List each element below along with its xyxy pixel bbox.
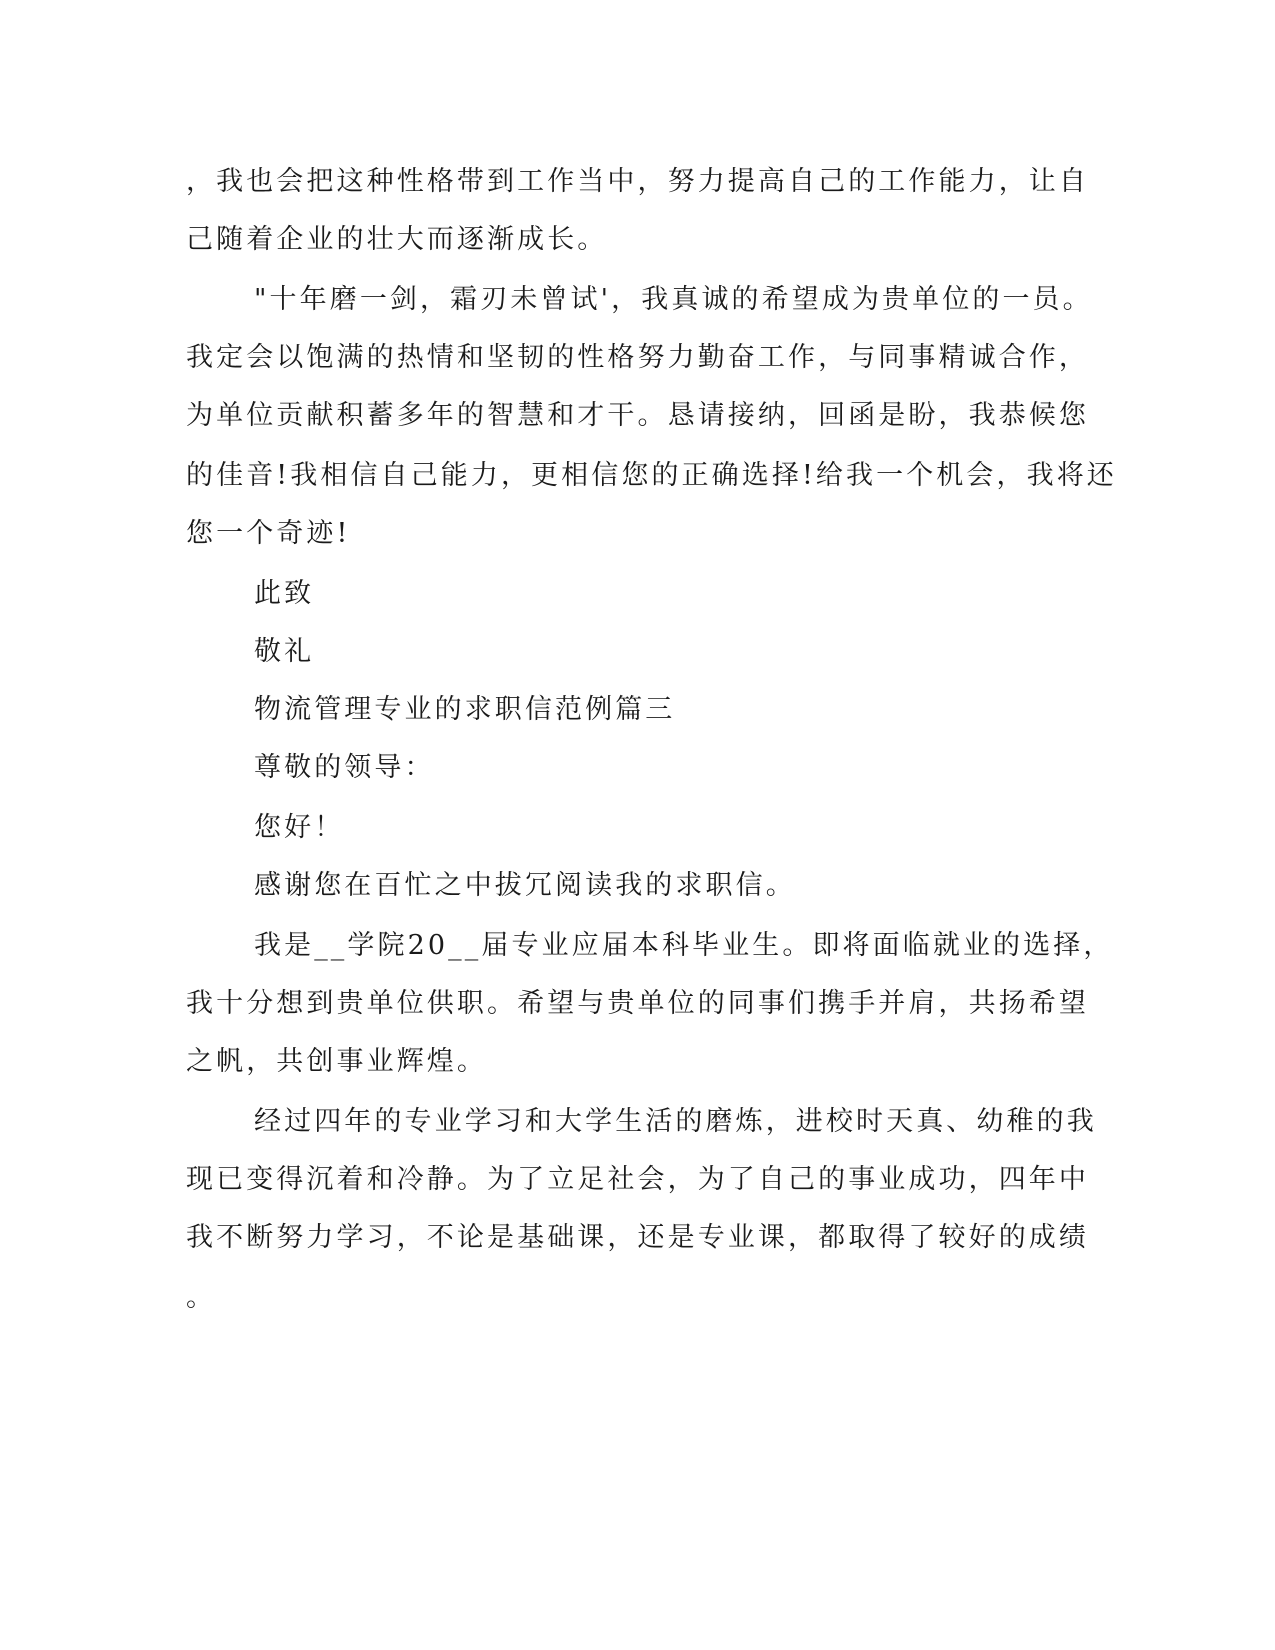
letter-hello: 您好！ [254,812,345,843]
closing-salutation: 此致 [254,578,315,609]
closing-regards: 敬礼 [254,636,315,667]
body-text-line: 我不断努力学习，不论是基础课，还是专业课，都取得了较好的成绩 [186,1222,1089,1253]
body-text-line: 经过四年的专业学习和大学生活的磨炼，进校时天真、幼稚的我 [254,1106,1097,1137]
body-text-line: 。 [186,1282,217,1313]
body-text-line: 您一个奇迹! [186,518,351,549]
body-text-line: 己随着企业的壮大而逐渐成长。 [186,224,608,255]
body-text-line: "十年磨一剑，霜刃未曾试'，我真诚的希望成为贵单位的一员。 [254,284,1093,315]
body-text-line: 为单位贡献积蓄多年的智慧和才干。恳请接纳，回函是盼，我恭候您 [186,400,1089,431]
letter-greeting: 尊敬的领导： [254,752,435,783]
body-text-line: 现已变得沉着和冷静。为了立足社会，为了自己的事业成功，四年中 [186,1164,1089,1195]
body-text-line: 感谢您在百忙之中拔冗阅读我的求职信。 [254,870,796,901]
body-text-line: ，我也会把这种性格带到工作当中，努力提高自己的工作能力，让自 [186,166,1089,197]
body-text-line: 我十分想到贵单位供职。希望与贵单位的同事们携手并肩，共扬希望 [186,988,1089,1019]
body-text-line: 我定会以饱满的热情和坚韧的性格努力勤奋工作，与同事精诚合作， [186,342,1089,373]
body-text-line: 的佳音!我相信自己能力，更相信您的正确选择!给我一个机会，我将还 [186,460,1117,491]
body-text-line: 之帆，共创事业辉煌。 [186,1046,487,1077]
section-heading: 物流管理专业的求职信范例篇三 [254,694,676,725]
body-text-line: 我是__学院20__届专业应届本科毕业生。即将面临就业的选择， [254,930,1114,961]
